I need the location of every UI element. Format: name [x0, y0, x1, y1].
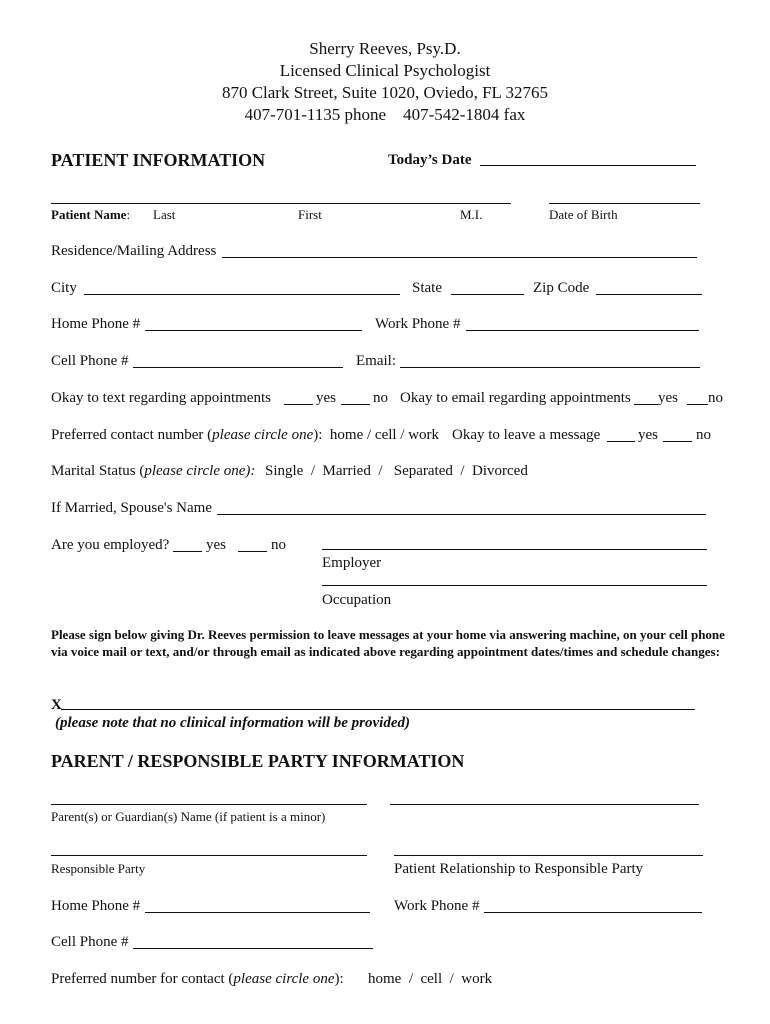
practitioner-name: Sherry Reeves, Psy.D. — [309, 39, 461, 58]
todays-date-field[interactable] — [480, 165, 696, 166]
email-ok-no: no — [708, 390, 723, 406]
work-phone-label: Work Phone # — [375, 316, 461, 332]
patient-name-field[interactable] — [51, 203, 511, 204]
leave-message-yes-blank[interactable] — [607, 441, 635, 442]
preferred-contact-label: Preferred contact number (please circle one): home / cell / work — [51, 427, 440, 443]
practice-address: 870 Clark Street, Suite 1020, Oviedo, FL 32765 — [221, 83, 549, 102]
address-field[interactable] — [222, 257, 697, 258]
email-field[interactable] — [400, 367, 700, 368]
email-label: Email: — [356, 353, 396, 369]
city-label: City — [51, 280, 77, 296]
parent-preferred-contact-options[interactable]: home / cell / work — [368, 971, 493, 987]
todays-date-label: Today’s Date — [388, 152, 472, 168]
first-name-label: First — [298, 207, 322, 222]
parent-cell-phone-field[interactable] — [133, 948, 373, 949]
guardian-name-field[interactable] — [51, 804, 367, 805]
cell-phone-label: Cell Phone # — [51, 353, 129, 369]
occupation-label: Occupation — [322, 592, 392, 608]
text-ok-no: no — [373, 390, 388, 406]
leave-message-label: Okay to leave a message — [452, 427, 601, 443]
occupation-field[interactable] — [322, 585, 707, 586]
employed-yes-blank[interactable] — [173, 551, 202, 552]
parent-cell-phone-label: Cell Phone # — [51, 934, 129, 950]
responsible-party-field[interactable] — [51, 855, 367, 856]
parent-home-phone-field[interactable] — [145, 912, 370, 913]
email-ok-yes-blank[interactable] — [634, 404, 658, 405]
text-ok-no-blank[interactable] — [341, 404, 370, 405]
patient-name-label: Patient Name: — [51, 207, 131, 222]
marital-status-label: Marital Status (please circle one): — [51, 463, 256, 479]
zip-field[interactable] — [596, 294, 702, 295]
date-of-birth-label: Date of Birth — [549, 207, 618, 222]
employed-label: Are you employed? — [51, 537, 170, 553]
guardian-name-field-2[interactable] — [390, 804, 699, 805]
patient-information-heading: PATIENT INFORMATION — [51, 150, 266, 170]
home-phone-label: Home Phone # — [51, 316, 141, 332]
marital-status-options[interactable]: Single / Married / Separated / Divorced — [265, 463, 528, 479]
spouse-name-label: If Married, Spouse's Name — [51, 500, 212, 516]
leave-message-no: no — [696, 427, 711, 443]
spouse-name-field[interactable] — [217, 514, 706, 515]
parent-work-phone-label: Work Phone # — [394, 898, 480, 914]
email-ok-label: Okay to email regarding appointments — [400, 390, 631, 406]
state-label: State — [412, 280, 442, 296]
employed-yes: yes — [206, 537, 226, 553]
text-ok-yes: yes — [316, 390, 336, 406]
leave-message-no-blank[interactable] — [663, 441, 692, 442]
parent-work-phone-field[interactable] — [484, 912, 702, 913]
employed-no: no — [271, 537, 286, 553]
email-ok-no-blank[interactable] — [687, 404, 708, 405]
work-phone-field[interactable] — [466, 330, 699, 331]
employed-no-blank[interactable] — [238, 551, 267, 552]
relationship-field[interactable] — [394, 855, 703, 856]
home-phone-field[interactable] — [145, 330, 362, 331]
parent-home-phone-label: Home Phone # — [51, 898, 141, 914]
guardian-name-label: Parent(s) or Guardian(s) Name (if patient is a minor) — [51, 809, 326, 824]
practice-phone-fax: 407-701-1135 phone 407-542-1804 fax — [244, 105, 526, 124]
practitioner-title: Licensed Clinical Psychologist — [279, 61, 491, 80]
employer-label: Employer — [322, 555, 382, 571]
messaging-permission-text: Please sign below giving Dr. Reeves permission to leave messages at your home via answering machine, on your cell phone via voice mail or text, and/or through email as indicated above regarding appointment dates/times and schedule changes: — [51, 627, 725, 659]
parent-preferred-contact-label: Preferred number for contact (please circle one): — [51, 971, 344, 987]
clinical-info-note: (please note that no clinical information will be provided) — [55, 715, 410, 731]
date-of-birth-field[interactable] — [549, 203, 700, 204]
text-ok-label: Okay to text regarding appointments — [51, 390, 271, 406]
relationship-label: Patient Relationship to Responsible Party — [394, 861, 644, 877]
zip-label: Zip Code — [533, 280, 590, 296]
state-field[interactable] — [451, 294, 524, 295]
email-ok-yes: yes — [658, 390, 678, 406]
leave-message-yes: yes — [638, 427, 658, 443]
responsible-party-label: Responsible Party — [51, 861, 146, 876]
cell-phone-field[interactable] — [133, 367, 343, 368]
address-label: Residence/Mailing Address — [51, 243, 217, 259]
text-ok-yes-blank[interactable] — [284, 404, 313, 405]
signature-x: X — [51, 697, 62, 713]
parent-information-heading: PARENT / RESPONSIBLE PARTY INFORMATION — [51, 751, 465, 771]
city-field[interactable] — [84, 294, 400, 295]
last-name-label: Last — [153, 207, 176, 222]
middle-initial-label: M.I. — [460, 207, 483, 222]
signature-field[interactable] — [61, 709, 695, 710]
employer-field[interactable] — [322, 549, 707, 550]
